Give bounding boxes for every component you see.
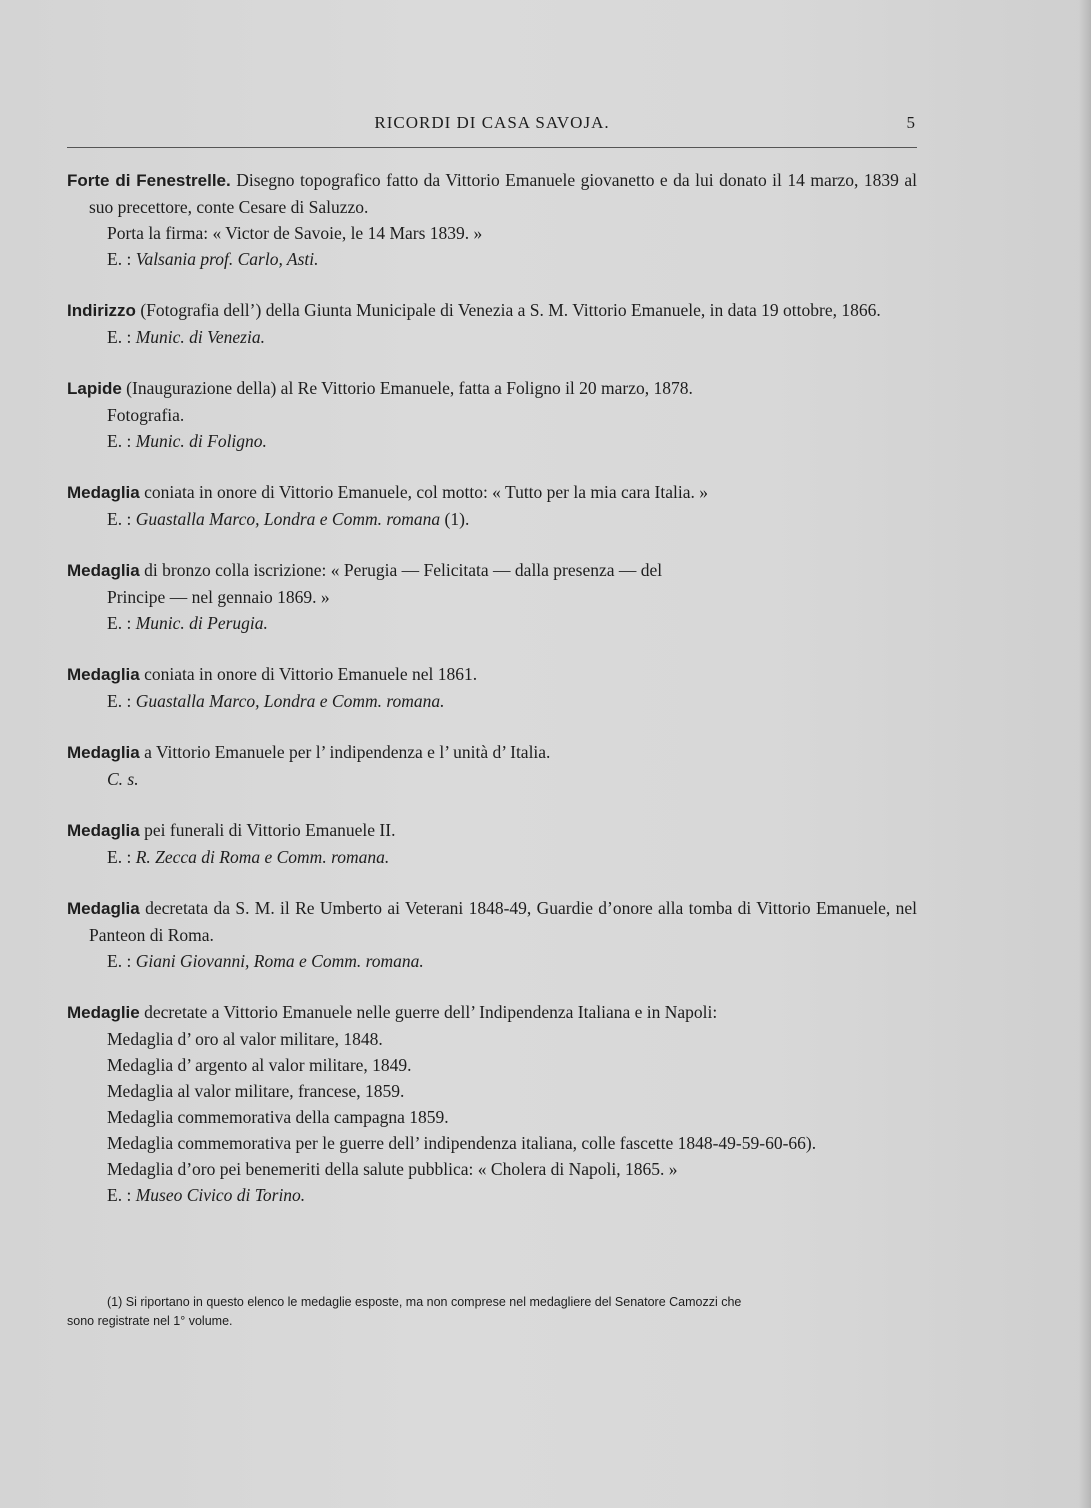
header-title: RICORDI DI CASA SAVOJA.	[374, 113, 610, 132]
footnote-line: (1) Si riportano in questo elenco le medaglie esposte, ma non comprese nel medagliere del Senatore Camozzi che	[107, 1295, 742, 1309]
entry-keyword: Medaglia	[67, 665, 140, 684]
entry-text: di bronzo colla iscrizione: « Perugia — Felicitata — dalla presenza — del	[139, 560, 663, 580]
entry-text: pei funerali di Vittorio Emanuele II.	[139, 820, 396, 840]
entry-line: Medaglia commemorativa per le guerre dell’ indipendenza italiana, colle fascette 1848-49-59-60-66).	[107, 1133, 817, 1153]
entry-medaglia-motto	[67, 479, 917, 532]
entry-line: Porta la firma: « Victor de Savoie, le 14 Mars 1839. »	[107, 223, 483, 243]
source-label: E. :	[107, 431, 136, 451]
source-name: Valsania prof. Carlo, Asti.	[135, 249, 319, 269]
entry-text: a Vittorio Emanuele per l’ indipendenza e l’ unità d’ Italia.	[139, 742, 551, 762]
entry-line: Medaglia d’oro pei benemeriti della salute pubblica: « Cholera di Napoli, 1865. »	[107, 1159, 678, 1179]
entry-keyword: Medaglie	[67, 1003, 140, 1022]
entry-source	[67, 844, 917, 870]
entry-source	[67, 246, 917, 272]
entry-text: (Fotografia dell’) della Giunta Municipale di Venezia a S. M. Vittorio Emanuele, in data 19 ottobre, 1866.	[135, 300, 881, 320]
entry-indirizzo	[67, 297, 917, 350]
entry-text: decretata da S. M. il Re Umberto ai Veterani 1848-49, Guardie d’onore alla tomba di Vittorio Emanuele, nel Panteon di Roma.	[89, 898, 917, 945]
entry-medaglie-guerre	[67, 999, 917, 1208]
entry-text: Disegno topografico fatto da Vittorio Emanuele giovanetto e da lui donato il 14 marzo, 1839 al suo precettore, conte Cesare di Saluzzo.	[89, 170, 917, 217]
source-label: E. :	[107, 613, 136, 633]
catalogue-entries	[67, 167, 917, 1233]
source-name: C. s.	[107, 769, 139, 789]
entry-text: coniata in onore di Vittorio Emanuele, col motto: « Tutto per la mia cara Italia. »	[139, 482, 708, 502]
running-header	[67, 113, 917, 143]
entry-line: Fotografia.	[107, 405, 185, 425]
entry-source	[67, 766, 917, 792]
source-label: E. :	[107, 691, 136, 711]
entry-source	[67, 428, 917, 454]
source-name: Guastalla Marco, Londra e Comm. romana.	[135, 691, 445, 711]
entry-text: decretate a Vittorio Emanuele nelle guerre dell’ Indipendenza Italiana e in Napoli:	[139, 1002, 718, 1022]
entry-source	[67, 688, 917, 714]
entry-medaglia-funerali	[67, 817, 917, 870]
entry-medaglia-1861	[67, 661, 917, 714]
entry-line: Principe — nel gennaio 1869. »	[107, 587, 330, 607]
entry-source	[67, 324, 917, 350]
source-label: E. :	[107, 509, 136, 529]
header-rule	[67, 147, 917, 148]
source-label: E. :	[107, 327, 136, 347]
entry-keyword: Medaglia	[67, 743, 140, 762]
entry-keyword: Medaglia	[67, 561, 140, 580]
entry-forte-di-fenestrelle	[67, 167, 917, 272]
entry-line: Medaglia d’ argento al valor militare, 1849.	[107, 1055, 412, 1075]
source-name: Giani Giovanni, Roma e Comm. romana.	[135, 951, 424, 971]
page-edge-shadow	[1079, 0, 1091, 1508]
source-name: Museo Civico di Torino.	[135, 1185, 306, 1205]
entry-keyword: Indirizzo	[67, 301, 136, 320]
entry-text: coniata in onore di Vittorio Emanuele nel 1861.	[139, 664, 478, 684]
source-name: R. Zecca di Roma e Comm. romana.	[135, 847, 390, 867]
entry-source	[67, 610, 917, 636]
source-name: Guastalla Marco, Londra e Comm. romana	[135, 509, 441, 529]
entry-medaglia-veterani	[67, 895, 917, 974]
entry-source	[67, 948, 917, 974]
entry-keyword: Medaglia	[67, 821, 140, 840]
entry-lapide	[67, 375, 917, 454]
entry-keyword: Lapide	[67, 379, 122, 398]
entry-medaglia-perugia	[67, 557, 917, 636]
entry-line: Medaglia al valor militare, francese, 1859.	[107, 1081, 405, 1101]
entry-source	[67, 1182, 917, 1208]
source-name: Munic. di Venezia.	[135, 327, 265, 347]
footnote-line: sono registrate nel 1° volume.	[67, 1314, 233, 1328]
source-label: E. :	[107, 951, 136, 971]
source-label: E. :	[107, 847, 136, 867]
entry-source	[67, 506, 917, 532]
footnote-ref: (1).	[440, 509, 470, 529]
entry-keyword: Medaglia	[67, 899, 140, 918]
entry-line: Medaglia commemorativa della campagna 1859.	[107, 1107, 449, 1127]
source-name: Munic. di Foligno.	[135, 431, 267, 451]
entry-keyword: Forte di Fenestrelle.	[67, 171, 231, 190]
source-label: E. :	[107, 1185, 136, 1205]
source-label: E. :	[107, 249, 136, 269]
source-name: Munic. di Perugia.	[135, 613, 268, 633]
entry-text: (Inaugurazione della) al Re Vittorio Emanuele, fatta a Foligno il 20 marzo, 1878.	[121, 378, 693, 398]
page-number: 5	[906, 113, 915, 132]
entry-keyword: Medaglia	[67, 483, 140, 502]
footnote	[67, 1293, 917, 1331]
entry-medaglia-indipendenza	[67, 739, 917, 792]
entry-line: Medaglia d’ oro al valor militare, 1848.	[107, 1029, 383, 1049]
